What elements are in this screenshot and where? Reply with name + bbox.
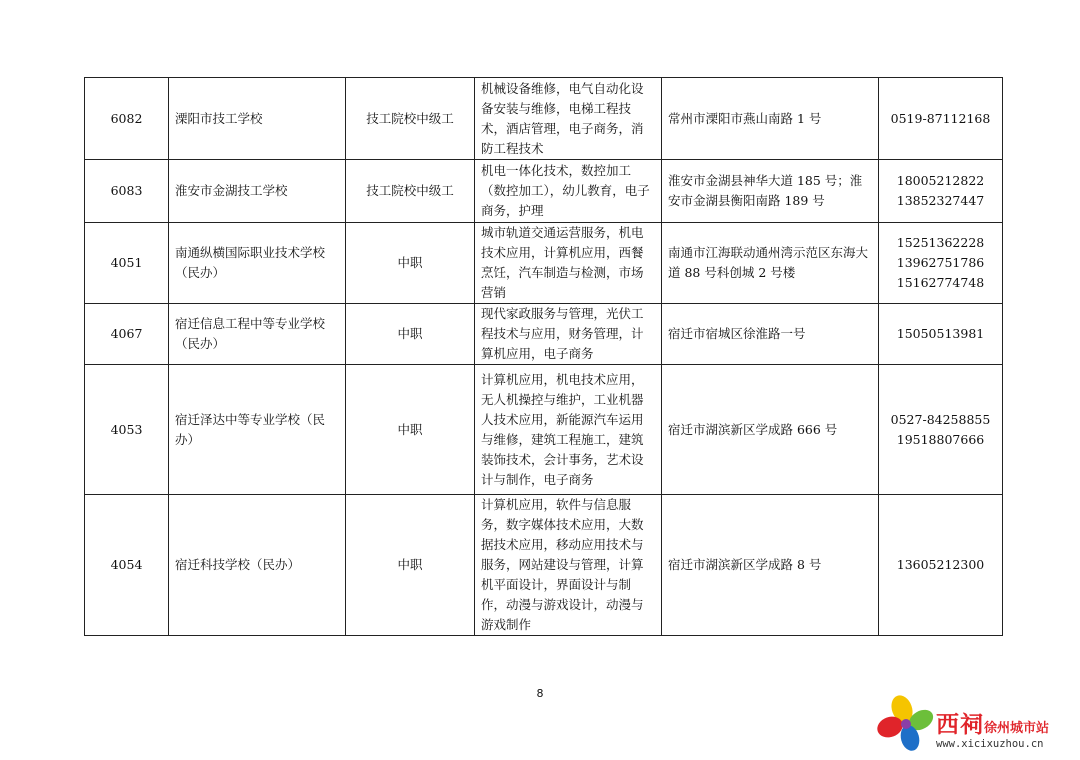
watermark-brand — [936, 706, 1049, 739]
school-address: 常州市溧阳市燕山南路 1 号 — [662, 78, 879, 160]
school-type: 中职 — [346, 304, 475, 365]
school-address: 南通市江海联动通州湾示范区东海大道 88 号科创城 2 号楼 — [662, 223, 879, 304]
school-address: 宿迁市湖滨新区学成路 8 号 — [662, 495, 879, 636]
school-address: 宿迁市湖滨新区学成路 666 号 — [662, 365, 879, 495]
school-majors: 机械设备维修，电气自动化设备安装与维修，电梯工程技术，酒店管理，电子商务，消防工程技术 — [475, 78, 662, 160]
school-majors: 计算机应用，软件与信息服务，数字媒体技术应用，大数据技术应用，移动应用技术与服务，网站建设与管理，计算机平面设计，界面设计与制作，动漫与游戏设计，动漫与游戏制作 — [475, 495, 662, 636]
school-phone: 15050513981 — [879, 304, 1003, 365]
school-table — [84, 77, 1003, 636]
school-address: 淮安市金湖县神华大道 185 号；淮安市金湖县衡阳南路 189 号 — [662, 160, 879, 223]
school-address: 宿迁市宿城区徐淮路一号 — [662, 304, 879, 365]
school-name: 宿迁科技学校（民办） — [169, 495, 346, 636]
school-phone: 0519-87112168 — [879, 78, 1003, 160]
watermark-brand-sub: 徐州城市站 — [984, 721, 1050, 736]
school-code: 4067 — [85, 304, 169, 365]
site-watermark — [876, 694, 1076, 756]
school-type: 中职 — [346, 365, 475, 495]
table-row — [85, 160, 1003, 223]
school-name: 宿迁信息工程中等专业学校（民办） — [169, 304, 346, 365]
school-type: 技工院校中级工 — [346, 160, 475, 223]
school-name: 溧阳市技工学校 — [169, 78, 346, 160]
school-majors: 现代家政服务与管理，光伏工程技术与应用，财务管理，计算机应用，电子商务 — [475, 304, 662, 365]
school-type: 中职 — [346, 223, 475, 304]
school-code: 4051 — [85, 223, 169, 304]
school-majors: 机电一体化技术，数控加工（数控加工），幼儿教育，电子商务，护理 — [475, 160, 662, 223]
table-row — [85, 365, 1003, 495]
school-name: 淮安市金湖技工学校 — [169, 160, 346, 223]
school-type: 技工院校中级工 — [346, 78, 475, 160]
table-row — [85, 304, 1003, 365]
school-code: 6082 — [85, 78, 169, 160]
watermark-brand-main: 西祠 — [936, 712, 984, 738]
school-code: 6083 — [85, 160, 169, 223]
watermark-url: www.xicixuzhou.cn — [936, 738, 1044, 750]
school-name: 南通纵横国际职业技术学校（民办） — [169, 223, 346, 304]
school-type: 中职 — [346, 495, 475, 636]
table-row — [85, 495, 1003, 636]
school-phone: 18005212822 13852327447 — [879, 160, 1003, 223]
school-majors: 计算机应用，机电技术应用，无人机操控与维护，工业机器人技术应用，新能源汽车运用与维修，建筑工程施工，建筑装饰技术，会计事务，艺术设计与制作，电子商务 — [475, 365, 662, 495]
school-majors: 城市轨道交通运营服务，机电技术应用，计算机应用，西餐烹饪，汽车制造与检测，市场营销 — [475, 223, 662, 304]
school-phone: 15251362228 13962751786 15162774748 — [879, 223, 1003, 304]
school-name: 宿迁泽达中等专业学校（民办） — [169, 365, 346, 495]
page-number: 8 — [536, 687, 544, 700]
school-code: 4054 — [85, 495, 169, 636]
school-code: 4053 — [85, 365, 169, 495]
school-phone: 0527-84258855 19518807666 — [879, 365, 1003, 495]
pinwheel-logo-icon — [876, 694, 936, 754]
table-row — [85, 78, 1003, 160]
table-row — [85, 223, 1003, 304]
school-phone: 13605212300 — [879, 495, 1003, 636]
